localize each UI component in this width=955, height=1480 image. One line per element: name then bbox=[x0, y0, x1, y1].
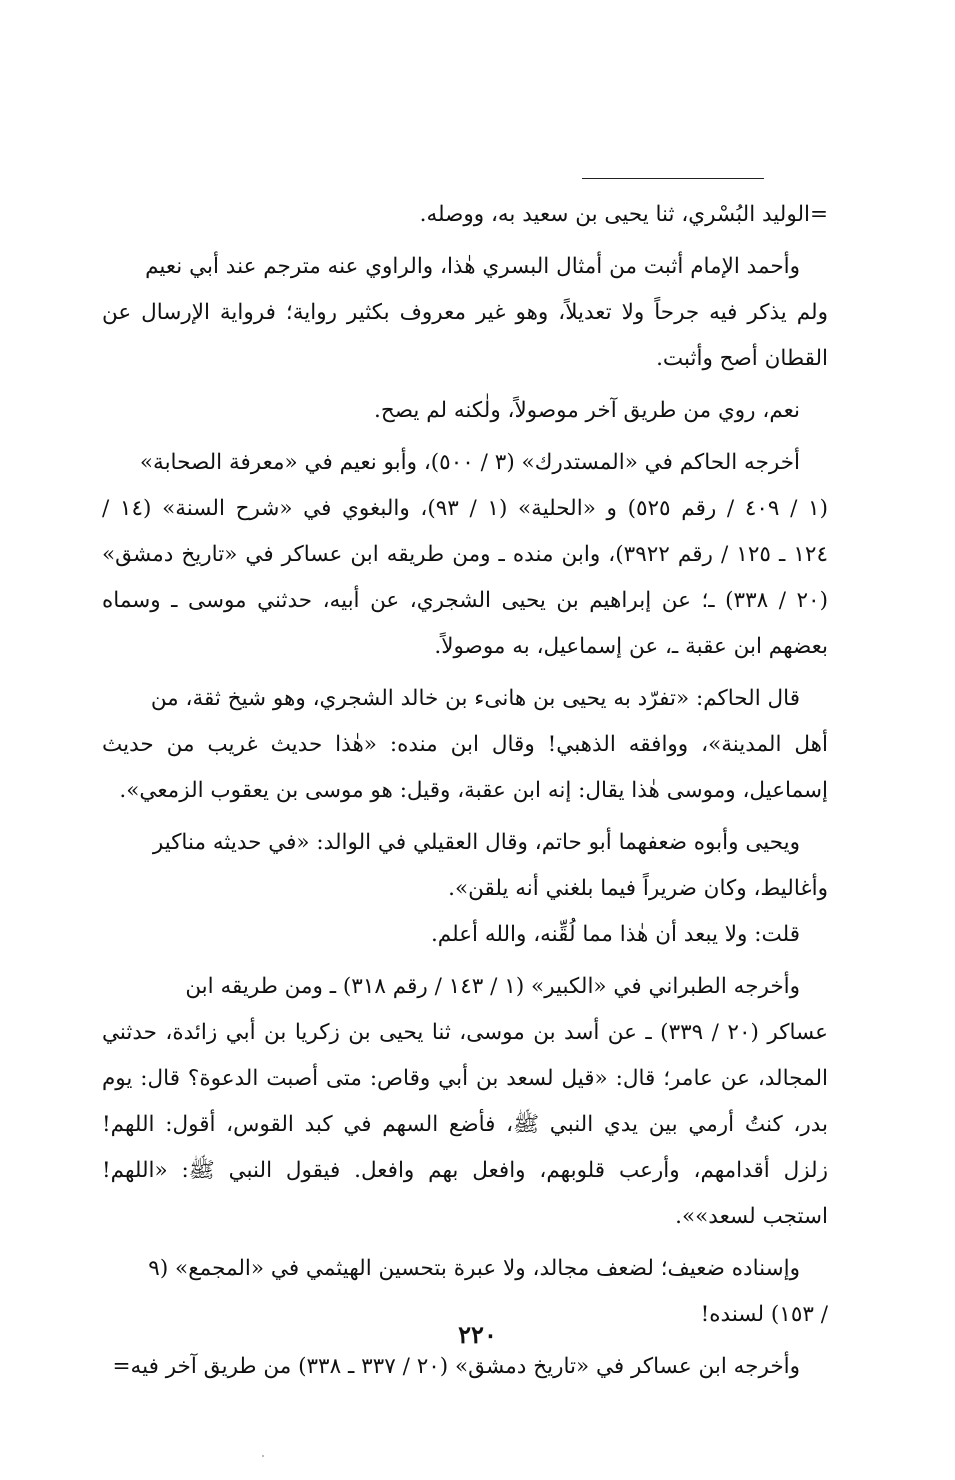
text-line: المجالد، عن عامر؛ قال: «قيل لسعد بن أبي وقاص: متى أصبت الدعوة؟ قال: يوم bbox=[102, 1066, 828, 1091]
text-line: ولم يذكر فيه جرحاً ولا تعديلاً، وهو غير معروف بكثير رواية؛ فرواية الإرسال عن bbox=[102, 300, 828, 325]
footnote-separator-rule bbox=[582, 178, 764, 179]
text-line: بدر، كنتُ أرمي بين يدي النبي ﷺ، فأضع السهم في كبد القوس، أقول: اللهم! bbox=[102, 1112, 828, 1137]
text-line: وأخرجه ابن عساكر في «تاريخ دمشق» (٢٠ / ٣٣٧ ـ ٣٣٨) من طريق آخر فيه= bbox=[112, 1354, 800, 1379]
text-line: أخرجه الحاكم في «المستدرك» (٣ / ٥٠٠)، وأبو نعيم في «معرفة الصحابة» bbox=[139, 450, 800, 475]
text-line: إسماعيل، وموسى هٰذا يقال: إنه ابن عقبة، وقيل: هو موسى بن يعقوب الزمعي». bbox=[119, 778, 828, 803]
page-number: ٢٢٠ bbox=[458, 1320, 497, 1349]
text-line: وأغاليط، وكان ضريراً فيما بلغني أنه يلقن». bbox=[448, 876, 828, 901]
text-line: وإسناده ضعيف؛ لضعف مجالد، ولا عبرة بتحسين الهيثمي في «المجمع» (٩ bbox=[148, 1256, 800, 1281]
text-line: وأخرجه الطبراني في «الكبير» (١ / ١٤٣ / رقم ٣١٨) ـ ومن طريقه ابن bbox=[185, 974, 800, 999]
text-line: ١٢٤ ـ ١٢٥ / رقم ٣٩٢٢)، وابن منده ـ ومن طريقه ابن عساكر في «تاريخ دمشق» bbox=[102, 542, 828, 567]
text-line: (١ / ٤٠٩ / رقم ٥٢٥) و «الحلية» (١ / ٩٣)، والبغوي في «شرح السنة» (١٤ / bbox=[102, 496, 828, 521]
text-line: بعضهم ابن عقبة ـ، عن إسماعيل، به موصولاً. bbox=[434, 634, 828, 659]
text-line: (٢٠ / ٣٣٨) ـ؛ عن إبراهيم بن يحيى الشجري، عن أبيه، حدثني موسى ـ وسماه bbox=[102, 588, 828, 613]
text-line: ويحيى وأبوه ضعفهما أبو حاتم، وقال العقيلي في الوالد: «في حديثه مناكير bbox=[152, 830, 800, 855]
text-line: وأحمد الإمام أثبت من أمثال البسري هٰذا، والراوي عنه مترجم عند أبي نعيم bbox=[145, 254, 800, 279]
footnote-text bbox=[102, 192, 828, 1390]
text-line: نعم، روي من طريق آخر موصولاً، ولٰكنه لم يصح. bbox=[374, 398, 800, 423]
text-line: قلت: ولا يبعد أن هٰذا مما لُقِّنه، والله أعلم. bbox=[430, 922, 800, 947]
text-line: / ١٥٣) لسنده! bbox=[700, 1302, 828, 1327]
text-line: قال الحاكم: «تفرّد به يحيى بن هانىء بن خالد الشجري، وهو شيخ ثقة، من bbox=[150, 686, 800, 711]
text-line: =الوليد البُسْري، ثنا يحيى بن سعيد به، ووصله. bbox=[419, 202, 828, 227]
text-line: استجب لسعد»». bbox=[675, 1204, 828, 1229]
text-line: أهل المدينة»، ووافقه الذهبي! وقال ابن منده: «هٰذا حديث غريب من حديث bbox=[102, 732, 828, 757]
text-line: القطان أصح وأثبت. bbox=[656, 346, 828, 371]
scan-speck bbox=[262, 1455, 264, 1457]
text-line: زلزل أقدامهم، وأرعب قلوبهم، وافعل بهم وافعل. فيقول النبي ﷺ: «اللهم! bbox=[102, 1158, 828, 1183]
text-line: عساكر (٢٠ / ٣٣٩) ـ عن أسد بن موسى، ثنا يحيى بن زكريا بن أبي زائدة، حدثني bbox=[102, 1020, 828, 1045]
